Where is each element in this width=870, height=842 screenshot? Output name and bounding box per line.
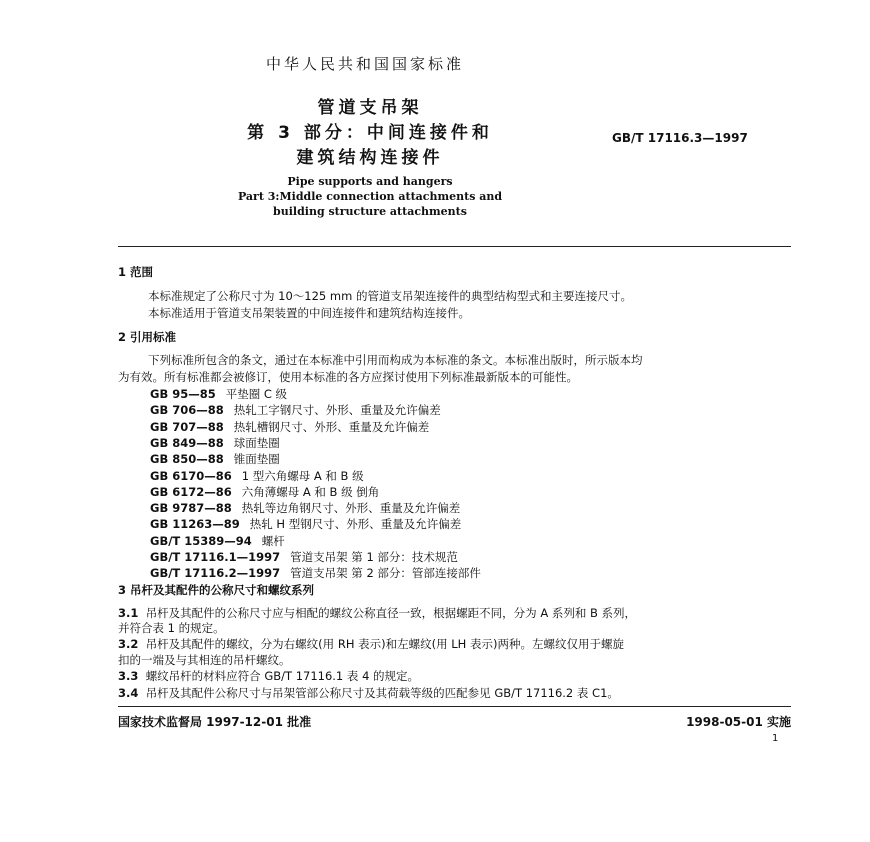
reference-item [150,549,458,565]
clause-3-4 [118,685,619,701]
page-number: 1 [772,733,779,744]
reference-code: GB 706—88 [150,403,224,418]
footer-divider [118,706,791,707]
clause-3-1 [118,605,636,621]
reference-item [150,533,285,549]
clause-text: 螺纹吊杆的材料应符合 GB/T 17116.1 表 4 的规定。 [145,669,420,683]
reference-title: 平垫圈 C 级 [225,387,288,401]
standard-number: GB/T 17116.3—1997 [612,131,748,145]
reference-item [150,435,280,451]
section-2-heading: 2 引用标准 [118,330,177,344]
reference-item [150,451,280,467]
section-1-heading: 1 范围 [118,265,154,279]
reference-title: 热轧等边角钢尺寸、外形、重量及允许偏差 [241,501,461,516]
section-2-intro-line-1: 下列标准所包含的条文，通过在本标准中引用而构成为本标准的条文。本标准出版时，所示版本均 [148,353,643,367]
title-en-line-2: Part 3:Middle connection attachments and [237,190,503,203]
section-3-heading: 3 吊杆及其配件的公称尺寸和螺纹系列 [118,583,315,597]
reference-item [150,500,460,516]
clause-text: 吊杆及其配件的公称尺寸应与相配的螺纹公称直径一致，根据螺距不同，分为 A 系列和 B 系列， [145,606,637,620]
reference-item [150,484,379,500]
reference-title: 热轧 H 型钢尺寸、外形、重量及允许偏差 [249,517,462,532]
reference-item [150,386,287,402]
reference-item [150,419,429,435]
reference-title: 热轧槽钢尺寸、外形、重量及允许偏差 [233,419,430,434]
header-divider [118,246,791,247]
clause-text: 吊杆及其配件公称尺寸与吊架管部公称尺寸及其荷载等级的匹配参见 GB/T 17116.2 表 C1。 [145,686,619,700]
clause-3-1-continued: 并符合表 1 的规定。 [118,621,225,635]
reference-code: GB 850—88 [150,452,224,467]
reference-code: GB/T 17116.1—1997 [150,550,281,564]
reference-code: GB 6170—86 [150,468,232,483]
reference-title: 锥面垫圈 [233,452,280,467]
section-1-para-2: 本标准适用于管道支吊架装置的中间连接件和建筑结构连接件。 [148,306,470,320]
clause-number: 3.2 [118,637,139,651]
reference-item [150,516,461,532]
reference-code: GB/T 17116.2—1997 [150,566,281,581]
reference-code: GB 849—88 [150,435,224,450]
reference-code: GB 707—88 [150,419,224,434]
title-cn-line-3: 建筑结构连接件 [296,148,444,168]
reference-code: GB/T 15389—94 [150,533,252,548]
title-cn-line-1: 管道支吊架 [317,98,423,118]
title-en-line-1: Pipe supports and hangers [287,175,453,188]
reference-title: 螺杆 [261,533,285,548]
reference-title: 1 型六角螺母 A 和 B 级 [241,468,364,483]
clause-text: 吊杆及其配件的螺纹，分为右螺纹(用 RH 表示)和左螺纹(用 LH 表示)两种。左螺纹仅用于螺旋 [145,637,624,651]
reference-title: 管道支吊架 第 2 部分：管部连接部件 [290,566,481,581]
reference-title: 六角薄螺母 A 和 B 级 倒角 [241,484,380,499]
section-2-intro-line-2: 为有效。所有标准都会被修订，使用本标准的各方应探讨使用下列标准最新版本的可能性。 [118,370,578,384]
reference-code: GB 11263—89 [150,517,240,532]
reference-item [150,468,364,484]
clause-number: 3.4 [118,686,139,700]
title-en-line-3: building structure attachments [273,205,467,218]
reference-title: 球面垫圈 [233,435,280,450]
clause-number: 3.3 [118,669,139,683]
reference-title: 管道支吊架 第 1 部分：技术规范 [290,550,458,564]
reference-code: GB 9787—88 [150,501,232,516]
reference-title: 热轧工字钢尺寸、外形、重量及允许偏差 [233,403,441,418]
reference-item [150,565,481,581]
clause-3-2-continued: 扣的一端及与其相连的吊杆螺纹。 [118,653,291,667]
clause-number: 3.1 [118,606,139,620]
national-standard-label: 中华人民共和国国家标准 [265,55,464,73]
clause-3-3 [118,668,419,684]
clause-3-2 [118,636,624,652]
reference-code: GB 6172—86 [150,484,232,499]
reference-item [150,402,441,418]
section-1-para-1: 本标准规定了公称尺寸为 10～125 mm 的管道支吊架连接件的典型结构型式和主要连接尺寸。 [148,289,632,303]
title-cn-line-2: 第 3 部分：中间连接件和 [247,123,493,143]
implementation-date: 1998-05-01 实施 [686,715,791,729]
approval-info: 国家技术监督局 1997-12-01 批准 [118,715,312,729]
reference-code: GB 95—85 [150,387,216,401]
